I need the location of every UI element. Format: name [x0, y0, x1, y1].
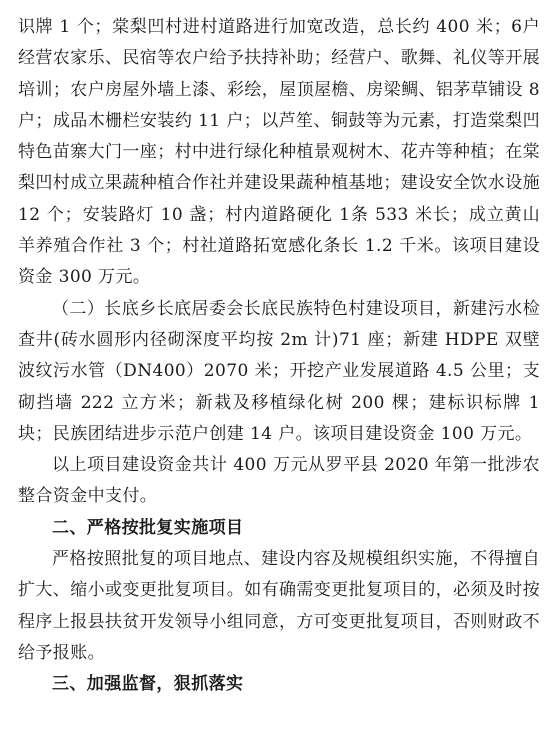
paragraph-changdi-project: （二）长底乡长底居委会长底民族特色村建设项目，新建污水检查井(砖水圆形内径砌深度平均按 2m 计)71 座；新建 HDPE 双壁波纹污水管（DN400）2070 米；开挖产业发展道路 4.5 公里；支砌挡墙 222 立方米；新栽及移植绿化树 200 棵；建标识标牌 1块；民族团结进步示范户创建 14 户。该项目建设资金 100 万元。: [18, 298, 540, 444]
paragraph-funding-summary: 以上项目建设资金共计 400 万元从罗平县 2020 年第一批涉农整合资金中支付。: [18, 455, 540, 507]
section-heading-2: 二、严格按批复实施项目: [52, 517, 244, 538]
document-page: [18, 12, 540, 701]
paragraph-implementation-rules: 严格按照批复的项目地点、建设内容及规模组织实施，不得擅自扩大、缩小或变更批复项目。如有确需变更批复项目的，必须及时按程序上报县扶贫开发领导小组同意，方可变更批复项目，否则财政不给予报账。: [18, 549, 540, 663]
section-heading-3: 三、加强监督，狠抓落实: [52, 674, 244, 695]
paragraph-tangliao-village-items: 识牌 1 个；棠梨凹村进村道路进行加宽改造，总长约 400 米；6户经营农家乐、民宿等农户给予扶持补助；经营户、歌舞、礼仪等开展培训；农户房屋外墙上漆、彩绘，屋顶屋檐、房梁鲷、铝茅草铺设 8 户；成品木栅栏安装约 11 户；以芦笙、铜鼓等为元素，打造棠梨凹特色苗寨大门一座；村中进行绿化种植景观树木、花卉等种植；在棠梨凹村成立果蔬种植合作社并建设果蔬种植基地；建设安全饮水设施 12 个；安装路灯 10 盏；村内道路硬化 1条 533 米长；成立黄山羊养殖合作社 3 个；村社道路拓宽感化条长 1.2 千米。该项目建设资金 300 万元。: [18, 17, 540, 288]
